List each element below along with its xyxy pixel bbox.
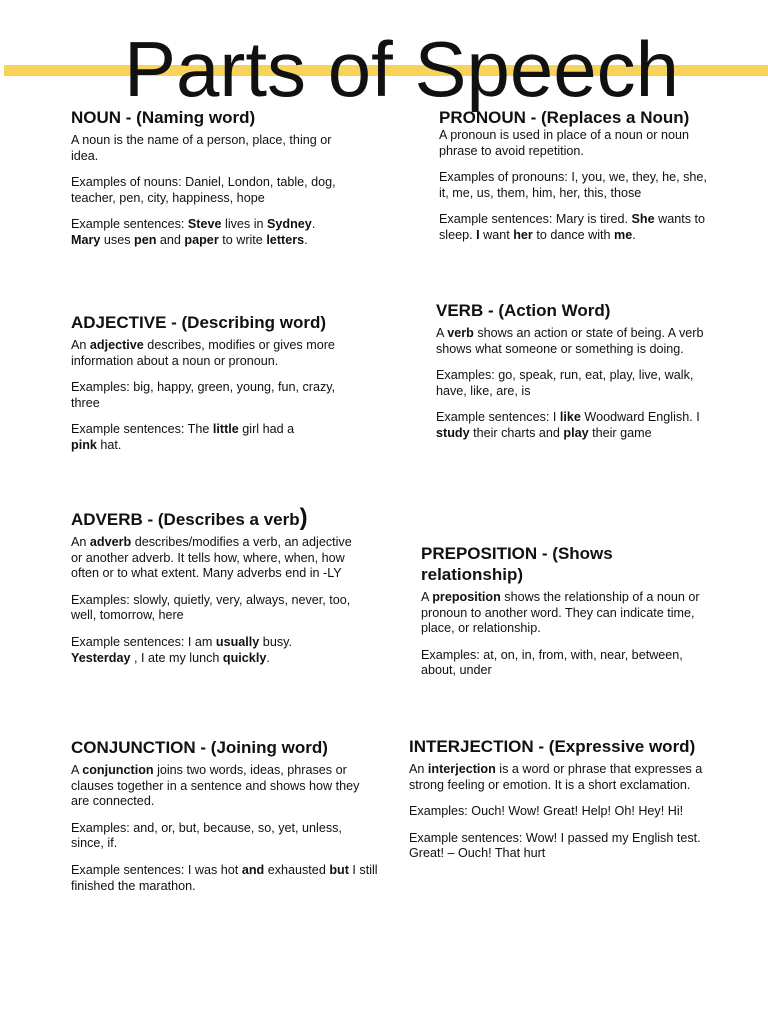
pronoun-examples-label: Examples of pronouns: [439,170,568,185]
closing-paren: ) [299,504,308,531]
bold-word: her [513,227,533,242]
adverb-heading-text: ADVERB - (Describes a verb [71,510,300,529]
text: shows the relationship of a noun or pronoun to another word. They can indicate time, place, or relationship. [421,590,700,636]
noun-examples-list: Daniel, London, table, dog, teacher, pen, city, happiness, hope [71,175,336,205]
text: Example sentences: I [436,410,560,425]
conjunction-examples: Examples: and, or, but, because, so, yet, unless, since, if. [71,820,342,851]
text: An [71,338,90,352]
noun-definition: A noun is the name of a person, place, thing or idea. [71,133,332,163]
text: I still finished the marathon. [71,862,378,893]
section-adverb [71,504,361,677]
conjunction-sentences [71,863,381,894]
text: hat. [96,437,122,452]
pronoun-heading: PRONOUN - (Replaces a Noun) [439,108,690,127]
text: describes, modifies or gives more information about a noun or pronoun. [71,338,335,368]
text: Example sentences: I was hot [71,862,242,877]
text: girl had a [238,422,295,437]
noun-sentences [71,217,346,248]
bold-word: I [476,227,480,242]
verb-sentences [436,410,714,441]
bold-word: letters [266,232,305,247]
text: and [156,232,185,247]
interjection-heading: INTERJECTION - (Expressive word) [409,737,696,756]
text: Example sentences: Mary is tired. [439,212,632,227]
text: . [266,650,270,665]
text: exhausted [264,862,330,877]
preposition-examples: Examples: at, on, in, from, with, near, between, about, under [421,647,683,678]
bold-word: study [436,425,470,440]
section-conjunction [71,737,381,905]
interjection-definition [409,762,714,793]
bold-word: preposition [432,590,501,604]
section-adjective [71,312,336,465]
pronoun-definition: A pronoun is used in place of a noun or noun phrase to avoid repetition. [439,128,689,158]
section-preposition [421,543,706,690]
text: to dance with [532,227,615,242]
text: Woodward English. I [580,410,700,425]
section-pronoun [439,107,719,255]
pronoun-examples [439,170,719,201]
text: An [409,762,428,776]
bold-word: Steve [187,217,222,232]
text: their charts and [469,425,564,440]
text: . [311,217,316,232]
adverb-definition [71,535,361,582]
bold-word: like [559,410,581,425]
interjection-sentences: Example sentences: Wow! I passed my English test. Great! – Ouch! That hurt [409,830,701,861]
verb-examples: Examples: go, speak, run, eat, play, live, walk, have, like, are, is [436,368,694,398]
text: is a word or phrase that expresses a strong feeling or emotion. It is a short exclamation. [409,762,703,792]
bold-word: Sydney [267,217,312,232]
conjunction-heading: CONJUNCTION - (Joining word) [71,738,328,757]
bold-word: pink [71,437,97,452]
adjective-definition [71,338,336,369]
noun-examples [71,175,346,206]
bold-word: adjective [89,338,144,352]
bold-word: interjection [427,762,496,776]
bold-word: and [241,862,265,877]
text: Example sentences: I am [71,634,216,649]
page-title: Parts of Speech [124,25,679,113]
text: joins two words, ideas, phrases or clauses together in a sentence and shows how they are connected. [71,763,360,809]
bold-word: quickly [222,650,267,665]
text: lives in [221,217,268,232]
text: An [71,535,90,549]
text: . [304,232,308,247]
text: uses [100,232,135,247]
text: Example sentences: The [71,422,213,437]
pronoun-sentences [439,212,719,243]
bold-word: conjunction [82,763,154,777]
bold-word: Yesterday [71,650,131,665]
noun-heading: NOUN - (Naming word) [71,108,256,127]
bold-word: me [614,227,633,242]
bold-word: paper [184,232,219,247]
text: busy. [259,634,292,649]
section-noun [71,107,346,260]
text: want [479,227,514,242]
bold-word: adverb [89,535,132,549]
adverb-heading [71,504,361,531]
text: wants to sleep. [439,212,705,242]
interjection-examples: Examples: Ouch! Wow! Great! Help! Oh! Hey! Hi! [409,804,684,819]
text: , I ate my lunch [130,650,223,665]
bold-word: little [212,422,239,437]
text: to write [218,232,267,247]
bold-word: She [631,212,655,227]
bold-word: play [563,425,589,440]
adjective-sentences [71,422,306,453]
adverb-examples: Examples: slowly, quietly, very, always, never, too, well, tomorrow, here [71,592,351,623]
noun-examples-label: Examples of nouns: [71,175,182,190]
text: . [632,227,636,242]
text: A [436,326,448,340]
preposition-definition [421,590,706,637]
text: Example sentences: [71,217,188,232]
bold-word: usually [215,634,260,649]
verb-definition [436,326,714,357]
conjunction-definition [71,763,381,810]
text: shows an action or state of being. A verb shows what someone or something is doing. [436,326,704,356]
bold-word: Mary [71,232,101,247]
section-interjection [409,736,714,873]
text: their game [588,425,652,440]
adjective-examples: Examples: big, happy, green, young, fun, crazy, three [71,380,336,410]
text: A [71,763,83,777]
adjective-heading: ADJECTIVE - (Describing word) [71,313,327,332]
bold-word: but [329,862,349,877]
text: describes/modifies a verb, an adjective or another adverb. It tells how, where, when, how often or to what extent. Many adverbs end in -LY [71,535,352,581]
adverb-sentences [71,635,309,666]
pronoun-examples-list: I, you, we, they, he, she, it, me, us, them, him, her, this, those [439,170,707,200]
section-verb [436,300,714,453]
preposition-heading: PREPOSITION - (Shows relationship) [421,544,613,584]
bold-word: verb [447,326,474,340]
text: A [421,590,433,604]
bold-word: pen [134,232,157,247]
verb-heading: VERB - (Action Word) [436,301,611,320]
